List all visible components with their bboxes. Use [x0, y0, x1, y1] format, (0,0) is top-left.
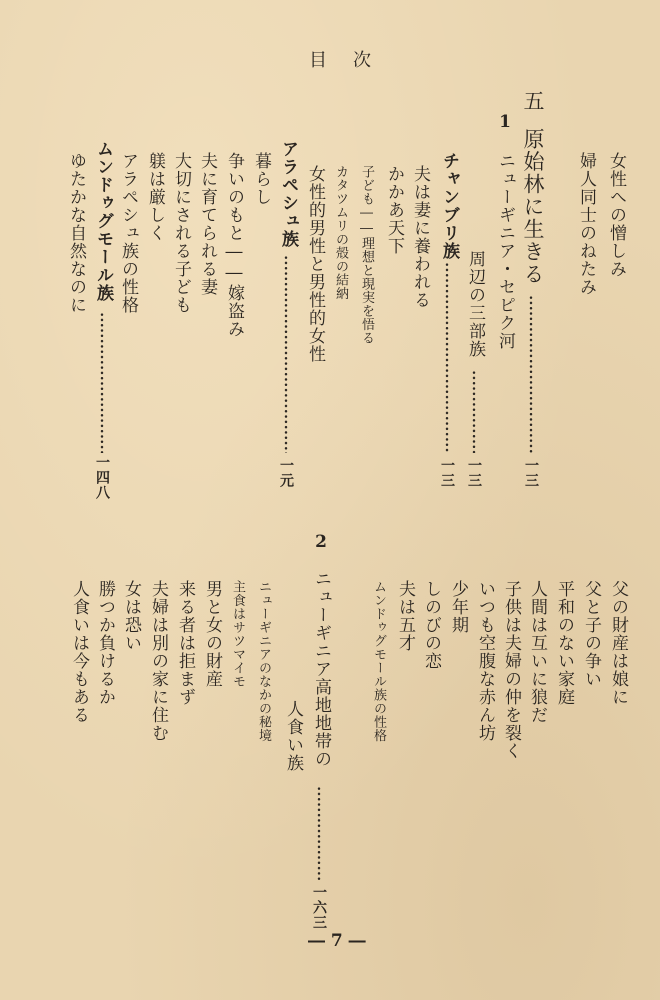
tribe-chambri-item-5: 女性的男性と男性的女性: [305, 165, 325, 363]
section2-item-a-7: 少年期: [448, 580, 468, 634]
tribe-chambri-item-1: 夫は妻に養われる: [410, 165, 430, 309]
sub1-title: ニューギニア・セピク河: [495, 152, 515, 350]
tribe-mundugumor-page: 一四八: [94, 455, 110, 500]
section5-number: 五: [521, 90, 545, 113]
tribe-chambri-item-2: かかあ天下: [384, 165, 404, 255]
tribe-mundugumor-item-1: ゆたかな自然なのに: [66, 152, 86, 314]
tribe-arapesh-item-4: 大切にされる子ども: [171, 152, 191, 314]
tribe-chambri-item-3: 子ども――理想と現実を悟る: [359, 165, 374, 345]
tribe-arapesh-item-5: 躾は厳しく: [145, 152, 165, 242]
section2-page: 一六三: [311, 885, 327, 930]
section2-subtitle: 人食い族: [283, 700, 303, 772]
section5-title: 原始林に生きる: [521, 128, 545, 286]
tribe-chambri-leader-dots: [445, 262, 449, 453]
section2-number: 2: [311, 532, 331, 553]
section2-item-a-2: 父と子の争い: [581, 580, 601, 688]
section2-item-a-3: 平和のない家庭: [554, 580, 574, 706]
section5-leader-dots: [529, 295, 533, 453]
section2-item-a-6: いつも空腹な赤ん坊: [475, 580, 495, 742]
section2-item-b-2: 主食はサツマイモ: [230, 580, 245, 688]
sub1-leader-dots: [472, 370, 476, 453]
section2-item-b-1: ニューギニアのなかの秘境: [256, 580, 271, 742]
section2-item-b-8: 人食いは今もある: [69, 580, 89, 724]
section2-title: ニューギニア高地地帯の: [311, 570, 331, 768]
section2-item-a-1: 父の財産は娘に: [608, 580, 628, 706]
tribe-mundugumor-leader-dots: [100, 312, 104, 453]
tribe-arapesh-item-1: 暮らし: [251, 152, 271, 206]
section2-item-a-5: 子供は夫婦の仲を裂く: [501, 580, 521, 760]
tribe-chambri-page: 一三: [439, 458, 455, 488]
tribe-arapesh-page: 一元: [278, 458, 294, 488]
footer-page-number: ― 7 ―: [308, 931, 366, 951]
tribe-mundugumor-name: ムンドゥグモール族: [93, 140, 113, 302]
section2-item-b-3: 男と女の財産: [202, 580, 222, 688]
sub1-item-1: 女性への憎しみ: [606, 152, 626, 278]
tribe-arapesh-leader-dots: [284, 255, 288, 453]
sub1-number: 1: [495, 112, 515, 133]
tribe-chambri-item-4: カタツムリの殻の結納: [333, 165, 348, 300]
page-title: 目 次: [309, 50, 375, 71]
tribe-arapesh-name: アラペシュ族: [278, 140, 298, 248]
section2-item-a-9: 夫は五才: [395, 580, 415, 652]
tribe-arapesh-item-2: 争いのもと――嫁盗み: [224, 152, 244, 338]
sub1-item-2: 婦人同士のねたみ: [576, 152, 596, 296]
sub1-subtitle: 周辺の三部族: [465, 250, 485, 358]
section2-item-a-10: ムンドゥグモール族の性格: [371, 580, 386, 742]
sub1-page: 一三: [466, 458, 482, 488]
section2-item-a-4: 人間は互いに狼だ: [527, 580, 547, 724]
section2-item-b-4: 来る者は拒まず: [175, 580, 195, 706]
tribe-chambri-name: チャンブリ族: [439, 152, 459, 260]
tribe-arapesh-item-3: 夫に育てられる妻: [197, 152, 217, 296]
section2-item-b-5: 夫婦は別の家に住む: [148, 580, 168, 742]
section2-item-b-6: 女は恐い: [121, 580, 141, 652]
section2-item-a-8: しのびの恋: [421, 580, 441, 670]
section2-item-b-7: 勝つか負けるか: [95, 580, 115, 706]
section2-leader-dots: [317, 786, 321, 881]
section5-page: 一三: [523, 458, 539, 488]
tribe-arapesh-item-6: アラペシュ族の性格: [118, 152, 138, 314]
